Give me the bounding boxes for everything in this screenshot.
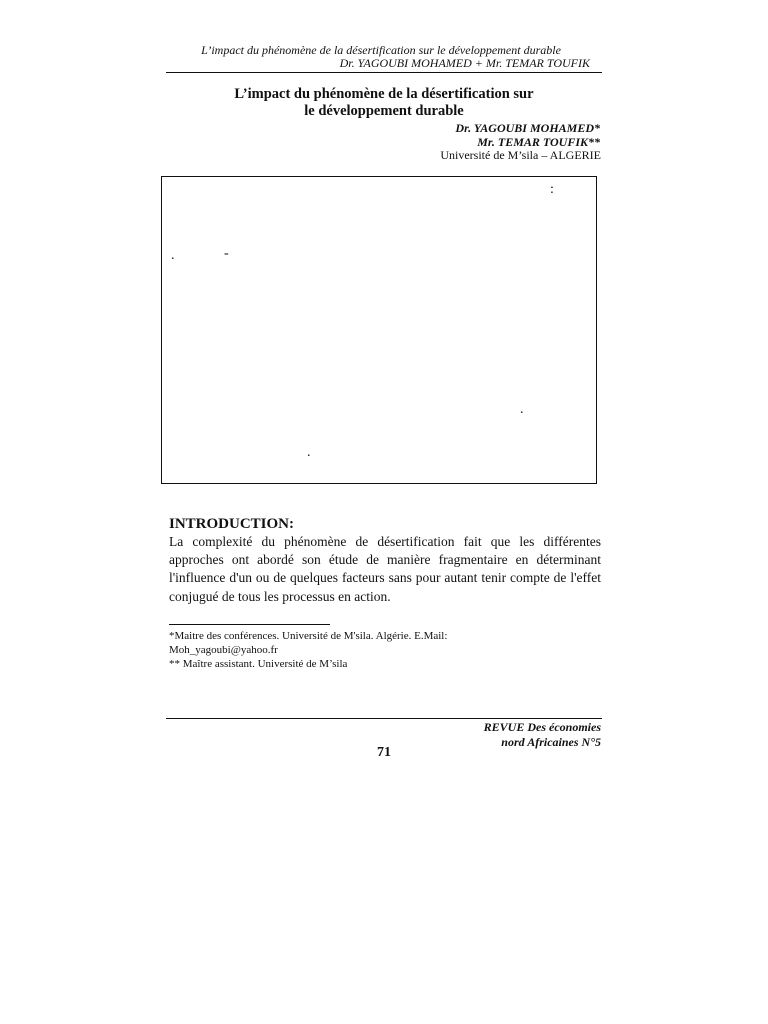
introduction-paragraph: La complexité du phénomène de désertification fait que les différentes approches ont abordé son étude de manière fragmentaire en déterminant l'influence d'un ou de quelques facteurs sans pour autant tenir compte de l'effet conjugué de tous les processus en action. xyxy=(169,534,601,604)
abstract-mark-dot-bottom: . xyxy=(307,445,311,460)
paper-title-line2: le développement durable xyxy=(304,103,464,119)
running-header-authors: Dr. YAGOUBI MOHAMED + Mr. TEMAR TOUFIK xyxy=(339,56,590,70)
paper-title-line1: L’impact du phénomène de la désertification sur xyxy=(234,86,534,102)
abstract-mark-dot-right: . xyxy=(520,402,524,417)
footnote-1-line1: *Maitre des conférences. Université de M'sila. Algérie. E.Mail: xyxy=(169,630,448,642)
abstract-mark-dash: - xyxy=(224,246,229,261)
footnote-rule xyxy=(169,624,330,625)
footnote-1-email: Moh_yagoubi@yahoo.fr xyxy=(169,644,278,656)
journal-name-line1: REVUE Des économies xyxy=(483,720,601,734)
author-1: Dr. YAGOUBI MOHAMED* xyxy=(455,121,600,135)
journal-name-line2: nord Africaines N°5 xyxy=(501,735,601,749)
header-rule xyxy=(166,72,602,73)
author-2: Mr. TEMAR TOUFIK** xyxy=(477,135,600,149)
affiliation: Université de M’sila – ALGERIE xyxy=(440,148,601,162)
abstract-mark-dot-left: . xyxy=(171,248,175,263)
paper-title xyxy=(166,86,602,120)
page-number: 71 xyxy=(377,745,391,760)
footer-rule xyxy=(166,718,602,719)
running-header-title: L’impact du phénomène de la désertification sur le développement durable xyxy=(201,43,561,57)
introduction-heading: INTRODUCTION: xyxy=(169,516,295,532)
abstract-box xyxy=(161,176,597,484)
footnote-2: ** Maître assistant. Université de M’sila xyxy=(169,658,348,670)
abstract-mark-colon: : xyxy=(550,182,554,197)
